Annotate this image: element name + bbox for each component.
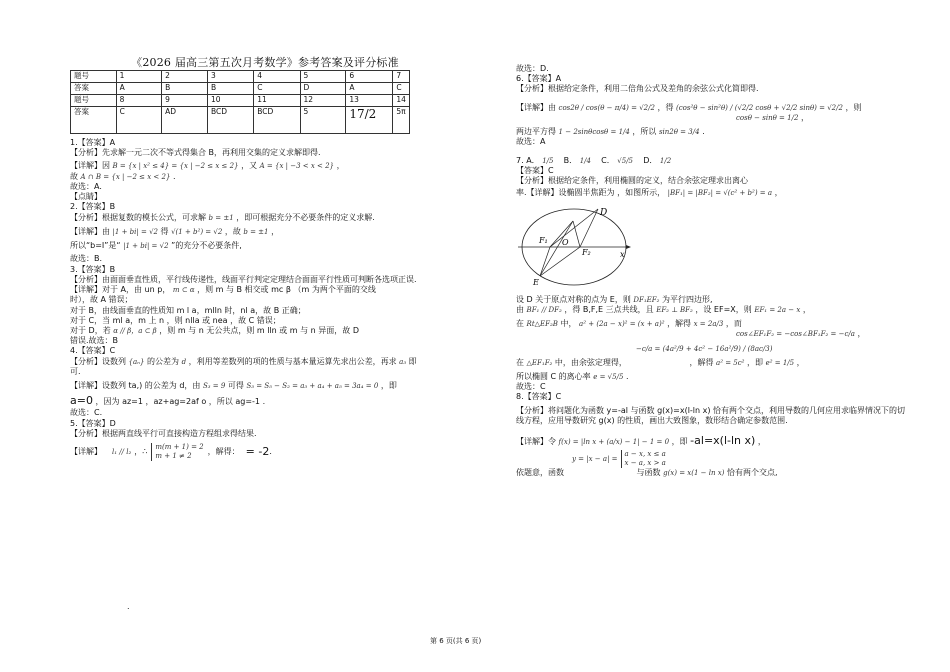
ellipse-figure [518,201,638,293]
text: ，即 [671,437,688,447]
segment [540,247,580,276]
text: ，如图所示， [617,188,666,198]
q8-detail-2 [516,468,906,478]
formula: e = √5/5 [593,372,624,381]
q8-piecewise [516,450,906,468]
text: ， [800,112,809,122]
formula: d [181,357,187,366]
formula: y = |x − a| = [572,454,618,463]
q7-detail-5 [516,344,906,354]
text: ，则 m 与 n 无公共点，则 m lln 或 m 与 n 异面，故 D [159,325,359,335]
formula: |1 + bi| = √2 [123,242,169,251]
formula: l₁ // l₂ [112,447,132,456]
segment [573,221,580,247]
formula: DF₁EF₂ [633,295,660,304]
table-cell: BCD [254,107,300,134]
text: 得 [160,226,169,236]
formula: cos2θ / cos(θ − π/4) = √2/2 [558,103,655,112]
label-f2: F₂ [582,247,591,257]
q4-detail-2 [70,394,460,408]
text: ， [774,188,783,198]
text: ，所以 [208,397,233,407]
page-footer: 第 6 页(共 6 页) [430,637,482,645]
formula: sin2θ = 3/4 [658,128,700,137]
formula: BF₁ // DF₂ [526,305,562,314]
text: . [262,397,266,407]
table-cell: C [393,83,410,95]
q4-analysis [70,357,460,367]
table-row [71,95,410,107]
table-cell: 4 [254,71,300,83]
text: ， [796,357,805,367]
q3-detail-5 [70,326,460,336]
q7-detail-3 [516,305,906,315]
text: ， [857,329,866,339]
q7-options [516,156,906,166]
text: 对于 C，当 ml a，m 上 n [70,315,165,325]
table-cell: 2 [162,71,208,83]
table-row [71,83,410,95]
formula: x = 2a/3 [693,320,724,329]
label-e: E [533,277,539,287]
equation-system [151,443,203,461]
q5-detail [70,443,460,461]
text: ，得 [657,102,674,112]
text: az=1 [122,397,143,407]
text: 率.【详解】设椭圆半焦距为 [516,188,615,198]
table-cell: 11 [254,95,300,107]
table-cell: 8 [116,95,161,107]
formula: A = {x | −3 < x < 2} [259,162,335,171]
text: 两边平方得 [516,127,556,137]
formula: m(m + 1) = 2 [155,443,204,452]
q1-choose: 故选：A. [70,181,102,191]
formula: −c/a = (4a²/9 + 4c² − 16a²/9) / (8ac/3) [636,344,773,353]
text: 为平行四边形, [662,294,713,304]
formula: m + 1 ≠ 2 [155,452,192,461]
option-c: C． [601,155,615,165]
table-cell: 12 [300,95,346,107]
q1-detail [70,161,460,171]
formula: △EF₁F₂ [526,358,553,367]
formula: 1/4 [579,156,591,165]
formula: cos∠EF₁F₂ = −cos∠BF₁F₂ = −c/a [736,330,855,339]
q7-detail-1 [516,188,906,198]
text: ，则 nlla 或 nea [166,315,228,325]
formula: a₃ [399,357,407,366]
table-cell: 7 [393,71,410,83]
text: ag=-1 [235,397,261,407]
answer-table [70,70,410,134]
text: ，则 m 与 B 相交或 mc β （m 为两个平面的交线 [197,285,376,295]
text: 设 D 关于原点对称的点为 E，则 [516,294,631,304]
text: ，解得 [667,319,692,329]
formula: a² + (2a − x)² = (x + a)² [579,320,665,329]
formula: (cos²θ − sin²θ) / (√2/2 cosθ + √2/2 sinθ) = √2/2 [676,103,843,112]
q6-answer: 6.【答案】A [516,74,562,84]
formula: g(x) = x(1 − ln x) [663,469,725,478]
q3-detail-2: 时），故 A 错误； [70,295,133,305]
text: ， [802,304,811,314]
formula: f(x) = |ln x + (a/x) − 1| − 1 = 0 [558,438,670,447]
text: 可得 [227,381,244,391]
table-cell: AD [162,107,208,134]
text: 的公差为 [147,356,180,366]
segment [580,209,598,247]
formula: a − x, x ≤ a [624,450,666,459]
q7-detail-4b [516,329,906,339]
q1-tip: 【点睛】 [70,192,102,202]
text: 与函数 [636,468,661,478]
formula: S₃ = S₅ − S₂ = a₃ + a₄ + a₅ = 3a₄ = 0 [246,382,379,391]
q6-analysis: 【分析】根据给定条件，利用二倍角公式及差角的余弦公式化简即得. [516,84,759,94]
formula: m ⊂ α [172,286,195,295]
formula: b = ±1 [243,227,269,236]
formula: b = ±1 [208,213,234,222]
text: 【分析】设数列 [70,356,126,366]
table-cell: 题号 [71,95,117,107]
text: ，∴ [134,447,148,456]
q4-detail-1 [70,381,460,391]
formula: √(1 + b²) = √2 [171,227,223,236]
q7-detail-7 [516,372,906,382]
table-cell: C [116,107,161,134]
option-d: D． [643,155,658,165]
text: . [625,371,629,381]
text: ， [336,161,345,171]
text: 【详解】由 [70,226,110,236]
option-b: B． [563,155,578,165]
text: 7. [516,155,524,165]
text: 由 [516,304,524,314]
text: ，即可根据充分不必要条件的定义求解. [236,212,375,222]
q3-detail-4 [70,316,460,326]
text: 【详解】令 [516,437,556,447]
q3-analysis: 【分析】由面面垂直性质，平行线传递性，线面平行判定定理结合面面平行性质可判断各选项正误. [70,274,417,284]
text: 【详解】对于 A，由 un p， [70,285,171,295]
text: . [172,171,176,181]
text: 所以椭圆 C 的离心率 [516,371,591,381]
text: ”的充分不必要条件, [171,241,242,251]
text: ，设 EF=X，则 [695,304,752,314]
text: . [702,127,705,137]
q1-answer: 1.【答案】A [70,138,116,147]
formula: a² = 5c² [716,358,745,367]
text: ， [757,437,766,447]
q7-answer: 【答案】C [516,165,554,175]
table-cell: 5 [300,71,346,83]
table-cell: 9 [162,95,208,107]
table-cell: 6 [346,71,393,83]
table-cell: C [254,83,300,95]
text: ，利用等差数列的项的性质与基本量运算先求出公差，再求 [188,356,397,366]
q2-detail [70,227,460,237]
formula: cosθ − sinθ = 1/2 [736,113,799,122]
text: 【详解】由 [516,102,556,112]
text: a=0 [70,394,93,408]
q1-detail-2 [70,172,460,182]
q2-detail-2 [70,241,460,251]
text: 依题意，函数 [516,468,564,478]
text: 对于 D，若 [70,325,111,335]
table-row [71,107,410,134]
q2-answer: 2.【答案】B [70,202,116,212]
formula: |1 + bi| = √2 [112,227,158,236]
q6-detail-1b [516,113,906,123]
q3-detail-6: 错误.故选：B [70,336,119,346]
formula: 1/2 [659,156,672,165]
x-axis-arrow [626,245,631,249]
formula: A ∩ B = {x | −2 ≤ x < 2} [80,172,171,181]
formula: 1 − 2sinθcosθ = 1/4 [558,128,630,137]
text: ，解得 [689,357,714,367]
option-a: A． [526,155,540,165]
text: ，az+ag=2af o [145,397,207,407]
q4-choose: 故选：C. [70,408,103,418]
table-cell: 5π [393,107,410,134]
table-cell: 5 [300,107,346,134]
text: 故 [70,171,78,181]
q8-detail-1 [516,434,906,448]
q3-detail-1 [70,285,460,295]
q3-answer: 3.【答案】B [70,264,116,274]
q8-answer: 8.【答案】C [516,392,562,402]
text: ，解得： [207,447,240,456]
text: ， [271,226,280,236]
stray-dot: . [127,602,130,611]
formula: EF₂ ⊥ BF₂ [656,305,693,314]
q3-detail-3: 对于 B，由线面垂直的性质知 m l a，mlln 时，nl a，故 B 正确； [70,305,306,315]
q4-analysis-2: 可. [70,366,81,376]
q5-analysis: 【分析】根据两直线平行可直接构造方程组求得结果. [70,428,257,438]
text: ，所以 [632,127,657,137]
text: ，即 [380,381,397,391]
text: 【详解】 [70,447,102,456]
q7-analysis: 【分析】根据给定条件，利用椭圆的定义，结合余弦定理求出离心 [516,176,748,186]
text: -al=x(l-ln x) [690,434,756,448]
q8-analysis: 【分析】将问题化为函数 y=-al 与函数 g(x)=x(l-ln x) 恰有两个交点，利用导数的几何应用求临界情况下的切线方程，应用导数研究 g(x) 的性质，画出大致图象，数形结合确定参数范围. [516,405,906,425]
text: 中， [560,319,577,329]
table-cell: B [208,83,254,95]
table-cell: 13 [346,95,393,107]
q1-analysis: 【分析】先求解一元二次不等式得集合 B，再利用交集的定义求解即得. [70,148,321,158]
formula: √5/5 [617,156,634,165]
table-cell: BCD [208,107,254,134]
formula: {aₙ} [128,357,145,366]
text: ，得 B,F,E 三点共线，且 [564,304,654,314]
text: 中，由余弦定理得， [554,357,627,367]
q2-choose: 故选：B. [70,254,103,264]
text: 【分析】根据复数的模长公式，可求解 [70,212,206,222]
text: 恰有两个交点, [726,468,778,478]
text: ，即 [747,357,764,367]
text: ，而 [725,319,742,329]
text: . [269,447,272,456]
q2-analysis [70,213,460,223]
segment [540,221,573,276]
table-cell: 1 [116,71,161,83]
text: ，则 [845,102,862,112]
table-cell: 题号 [71,71,117,83]
formula: |BF₁| = |BF₂| = √(c² + b²) = a [667,189,773,198]
table-cell: 17/2 [346,107,393,134]
q6-detail-2 [516,127,906,137]
q7-detail-4 [516,319,906,329]
table-cell: A [346,83,393,95]
formula: 1/5 [542,156,554,165]
segment [550,209,598,247]
q7-choose: 故选：C [516,382,546,392]
label-x: x [620,249,625,259]
text: 【详解】因 [70,161,110,171]
equation-system [621,450,666,468]
table-cell: D [300,83,346,95]
formula: EF₁ = 2a − x [754,305,801,314]
q7-detail-2 [516,295,906,305]
label-d: D [600,207,608,218]
text: 【详解】设数列 ta,) 的公差为 d，由 [70,381,201,391]
text: 即 [408,356,417,366]
text: ，故 C 错误； [230,315,281,325]
left-column [70,0,460,461]
table-row [71,71,410,83]
q6-detail-1 [516,103,906,113]
q4-answer: 4.【答案】C [70,346,116,356]
table-cell: 答案 [71,83,117,95]
table-cell: 14 [393,95,410,107]
text: ，又 [241,161,258,171]
label-f1: F₁ [539,235,548,245]
table-cell: B [162,83,208,95]
formula: B = {x | x² ≤ 4} = {x | −2 ≤ x ≤ 2} [112,162,239,171]
table-cell: 10 [208,95,254,107]
q7-detail-6 [516,358,906,368]
formula: Rt△EF₂B [526,320,558,329]
table-cell: A [116,83,161,95]
q5-answer: 5.【答案】D [70,418,116,428]
result: = -2 [245,445,270,459]
formula: S₃ = 9 [202,382,226,391]
label-o: O [562,237,569,247]
text: ，因为 [95,397,120,407]
formula: e² = 1/5 [765,358,795,367]
text: 所以“b=I”是“ [70,241,121,251]
page-title: 《2026 届高三第五次月考数学》参考答案及评分标准 [131,56,399,69]
formula: x − a, x > a [624,459,666,468]
table-cell: 答案 [71,107,117,134]
text: 在 [516,319,524,329]
q6-choose: 故选：A [516,137,546,147]
right-column [516,64,906,478]
text: ，故 [224,226,241,236]
table-cell: 3 [208,71,254,83]
q5-choose: 故选：D. [516,64,549,73]
formula: α // β，a ⊂ β [113,326,157,335]
text: 在 [516,357,524,367]
